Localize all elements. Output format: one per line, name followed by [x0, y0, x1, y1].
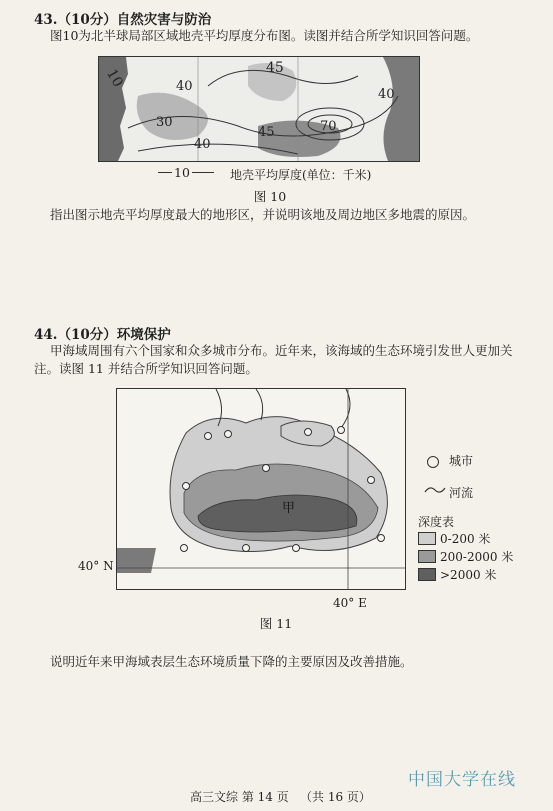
- city-marker: [293, 545, 300, 552]
- city-marker: [368, 477, 375, 484]
- depth-legend-shallow: 0-200 米: [440, 532, 491, 546]
- city-marker: [263, 465, 270, 472]
- city-legend-icon: [427, 456, 439, 468]
- depth-swatch-mid: [418, 550, 436, 563]
- contour-label: 40: [176, 79, 193, 94]
- q43-intro: 图10为北半球局部区域地壳平均厚度分布图。读图并结合所学知识回答问题。: [50, 28, 479, 43]
- longitude-label: 40° E: [333, 596, 367, 610]
- contour-legend-text: 地壳平均厚度(单位：千米): [230, 168, 372, 182]
- city-legend-label: 城市: [449, 454, 474, 468]
- footer-page: 高三文综 第 14 页: [190, 790, 289, 804]
- city-marker: [225, 431, 232, 438]
- city-marker: [378, 535, 385, 542]
- contour-label: 45: [266, 60, 284, 76]
- q44-header: 44.（10分）环境保护: [34, 327, 171, 343]
- contour-label: 30: [156, 115, 173, 130]
- city-marker: [183, 483, 190, 490]
- figure-11-caption: 图 11: [259, 616, 293, 631]
- figure-10-caption: 图 10: [253, 189, 287, 204]
- river-legend-label: 河流: [449, 486, 474, 500]
- contour-label: 10: [103, 66, 126, 90]
- crust-thickness-map: [98, 56, 420, 162]
- contour-label: 40: [194, 137, 211, 152]
- depth-swatch-shallow: [418, 532, 436, 545]
- depth-swatch-deep: [418, 568, 436, 581]
- city-marker: [205, 433, 212, 440]
- contour-label: 40: [378, 87, 395, 102]
- contour-legend-value: 10: [174, 165, 190, 180]
- land-patch: [117, 548, 156, 573]
- watermark: 中国大学在线: [408, 770, 516, 790]
- city-marker: [338, 427, 345, 434]
- q44-intro-line1: 甲海域周围有六个国家和众多城市分布。近年来，该海域的生态环境引发世人更加关: [50, 343, 513, 358]
- sea-depth-map: [116, 388, 406, 590]
- contour-label: 70: [320, 119, 337, 134]
- depth-legend-title: 深度表: [418, 515, 455, 529]
- q43-question: 指出图示地壳平均厚度最大的地形区，并说明该地及周边地区多地震的原因。: [50, 207, 476, 222]
- q43-header: 43.（10分）自然灾害与防治: [34, 12, 212, 28]
- city-marker: [181, 545, 188, 552]
- q44-intro-line2: 注。读图 11 并结合所学知识回答问题。: [34, 361, 258, 376]
- city-marker: [243, 545, 250, 552]
- depth-legend-mid: 200-2000 米: [440, 550, 514, 564]
- footer-total: （共 16 页）: [300, 790, 371, 804]
- river-legend-icon: [424, 484, 446, 496]
- city-marker: [305, 429, 312, 436]
- latitude-label: 40° N: [78, 559, 114, 573]
- depth-legend-deep: >2000 米: [440, 568, 497, 582]
- sea-label: 甲: [282, 501, 296, 516]
- q44-question: 说明近年来甲海域表层生态环境质量下降的主要原因及改善措施。: [50, 654, 413, 669]
- contour-label: 45: [258, 125, 275, 140]
